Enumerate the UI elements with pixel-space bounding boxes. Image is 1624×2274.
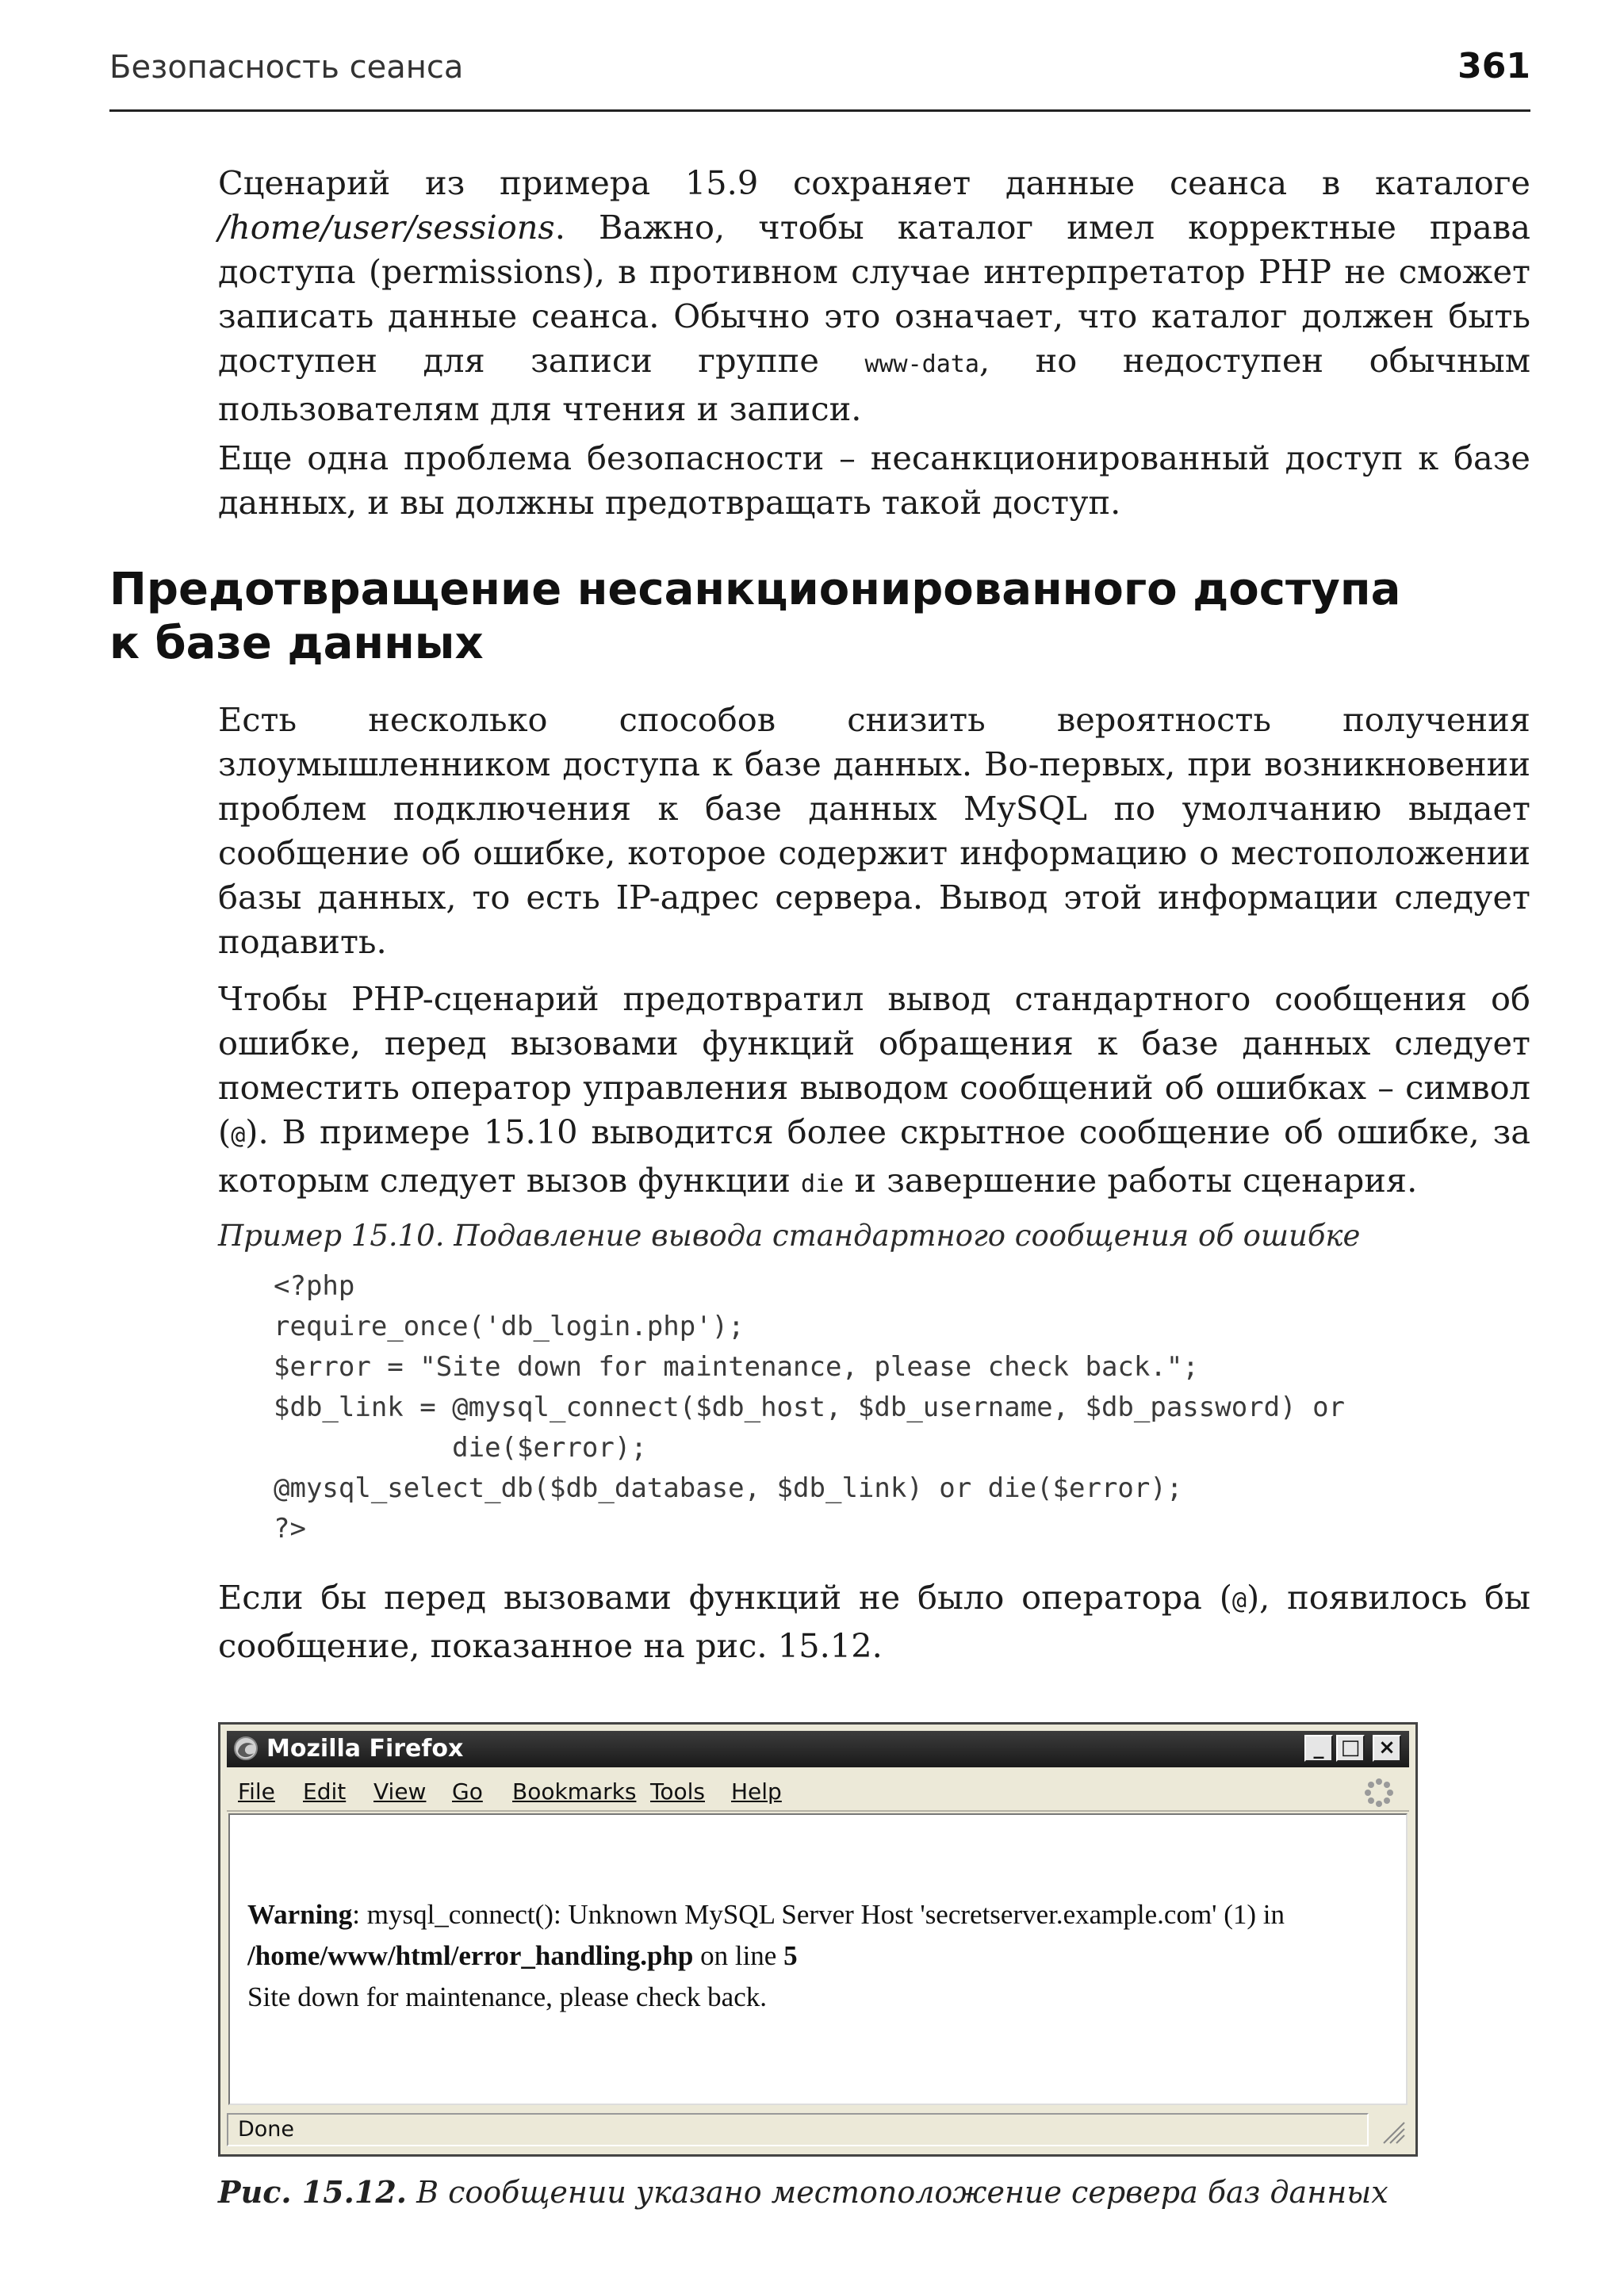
maximize-button[interactable]: □: [1336, 1735, 1365, 1762]
on-line-text: on line: [693, 1940, 784, 1971]
inline-code-at: @: [231, 1122, 246, 1150]
maintenance-message: Site down for maintenance, please check back.: [247, 1981, 768, 2012]
inline-code-www-data: www-data: [864, 350, 979, 378]
section-title-line: к базе данных: [109, 618, 484, 669]
menu-edit-label: Edit: [303, 1778, 347, 1805]
code-listing: [274, 1266, 1345, 1549]
code-line: ?>: [274, 1513, 306, 1545]
paragraph-text: и завершение работы сценария.: [844, 1161, 1418, 1200]
running-head: [109, 46, 1530, 112]
code-line: $db_link = @mysql_connect($db_host, $db_username, $db_password) or: [274, 1392, 1346, 1423]
browser-content-area[interactable]: [228, 1813, 1408, 2105]
menu-file[interactable]: [238, 1778, 275, 1805]
menu-view[interactable]: [373, 1778, 426, 1805]
paragraph-text: Если бы перед вызовами функций не было оператора (: [218, 1578, 1232, 1617]
menu-bar: [227, 1774, 1409, 1812]
throbber-icon: [1363, 1777, 1395, 1809]
browser-title-bar[interactable]: [227, 1731, 1409, 1767]
menu-go[interactable]: [452, 1778, 483, 1805]
error-file-path: /home/www/html/error_handling.php: [247, 1940, 694, 1971]
file-line: [247, 1935, 1285, 1977]
paragraph-text: Чтобы PHP-сценарий предотвратил вывод стандартного сообщения об ошибке, перед вызовами функций обращения к базе данных следует поместить оператор управления выводом сообщений об ошибках – символ (: [218, 979, 1530, 1151]
firefox-icon: [233, 1736, 259, 1761]
menu-file-label: File: [238, 1778, 275, 1805]
browser-window-figure: [218, 1722, 1418, 2157]
status-text: Done: [227, 2113, 1369, 2146]
page-number: 361: [1457, 46, 1530, 86]
paragraph-text: Сценарий из примера 15.9 сохраняет данные сеанса в каталоге: [218, 163, 1530, 202]
code-line: @mysql_select_db($db_database, $db_link) or die($error);: [274, 1472, 1183, 1504]
status-bar: [227, 2113, 1409, 2148]
warning-line: [247, 1894, 1285, 1935]
inline-code-at: @: [1231, 1587, 1247, 1615]
error-output: [247, 1894, 1285, 2018]
inline-code-die: die: [801, 1170, 845, 1198]
resize-grip-icon[interactable]: [1379, 2118, 1406, 2145]
browser-title: Mozilla Firefox: [266, 1735, 464, 1763]
menu-bookmarks[interactable]: [512, 1778, 636, 1805]
warning-text: : mysql_connect(): Unknown MySQL Server Host 'secretserver.example.com' (1) in: [352, 1899, 1285, 1930]
paragraph-figure-ref: [218, 1575, 1530, 1668]
close-button[interactable]: ×: [1373, 1735, 1401, 1762]
running-head-section: Безопасность сеанса: [109, 49, 464, 86]
warning-label: Warning: [247, 1899, 353, 1930]
menu-help-label: Help: [731, 1778, 782, 1805]
paragraph-text: . Важно, чтобы каталог имел корректные права доступа (permissions), в противном случае интерпретатор PHP не сможет записать данные сеанса. Обычно это означает, что каталог должен быть доступен для записи группе: [218, 208, 1530, 380]
paragraph-db-access: Еще одна проблема безопасности – несанкционированный доступ к базе данных, и вы должны предотвращать такой доступ.: [218, 438, 1530, 522]
menu-bookmarks-label: Bookmarks: [512, 1778, 637, 1805]
menu-tools-label: Tools: [650, 1778, 705, 1805]
minimize-button[interactable]: _: [1304, 1735, 1333, 1762]
sessions-path: /home/user/sessions: [218, 208, 555, 247]
code-line: require_once('db_login.php');: [274, 1311, 745, 1342]
paragraph-suppress: [218, 977, 1530, 1207]
figure-caption-text: В сообщении указано местоположение сервера баз данных: [407, 2175, 1388, 2210]
paragraph-sessions-dir: [218, 161, 1530, 431]
paragraph-text: , но недоступен обычным пользователям для чтения и записи.: [218, 341, 1531, 428]
menu-tools[interactable]: [650, 1778, 705, 1805]
example-caption: Пример 15.10. Подавление вывода стандартного сообщения об ошибке: [218, 1219, 1361, 1253]
code-line: <?php: [274, 1270, 355, 1302]
section-title: [109, 563, 1521, 671]
paragraph-risks: Есть несколько способов снизить вероятность получения злоумышленником доступа к базе данных. Во-первых, при возникновении проблем подключения к базе данных MySQL по умолчанию выдает сообщение об ошибке, которое содержит информацию о местоположении базы данных, то есть IP-адрес сервера. Вывод этой информации следует подавить.: [218, 700, 1530, 961]
code-line: die($error);: [274, 1432, 647, 1464]
paragraph-text: ), появилось бы сообщение, показанное на рис. 15.12.: [218, 1578, 1530, 1665]
code-line: $error = "Site down for maintenance, please check back.";: [274, 1351, 1199, 1383]
menu-view-label: View: [373, 1778, 427, 1805]
figure-caption: [218, 2173, 1388, 2212]
figure-caption-label: Рис. 15.12.: [218, 2174, 408, 2210]
menu-edit[interactable]: [303, 1778, 346, 1805]
menu-help[interactable]: [731, 1778, 782, 1805]
error-line-number: 5: [783, 1940, 798, 1971]
section-title-line: Предотвращение несанкционированного доступа: [109, 564, 1401, 615]
paragraph-text: ). В примере 15.10 выводится более скрытное сообщение об ошибке, за которым следует вызов функции: [218, 1112, 1530, 1200]
menu-go-label: Go: [452, 1778, 483, 1805]
